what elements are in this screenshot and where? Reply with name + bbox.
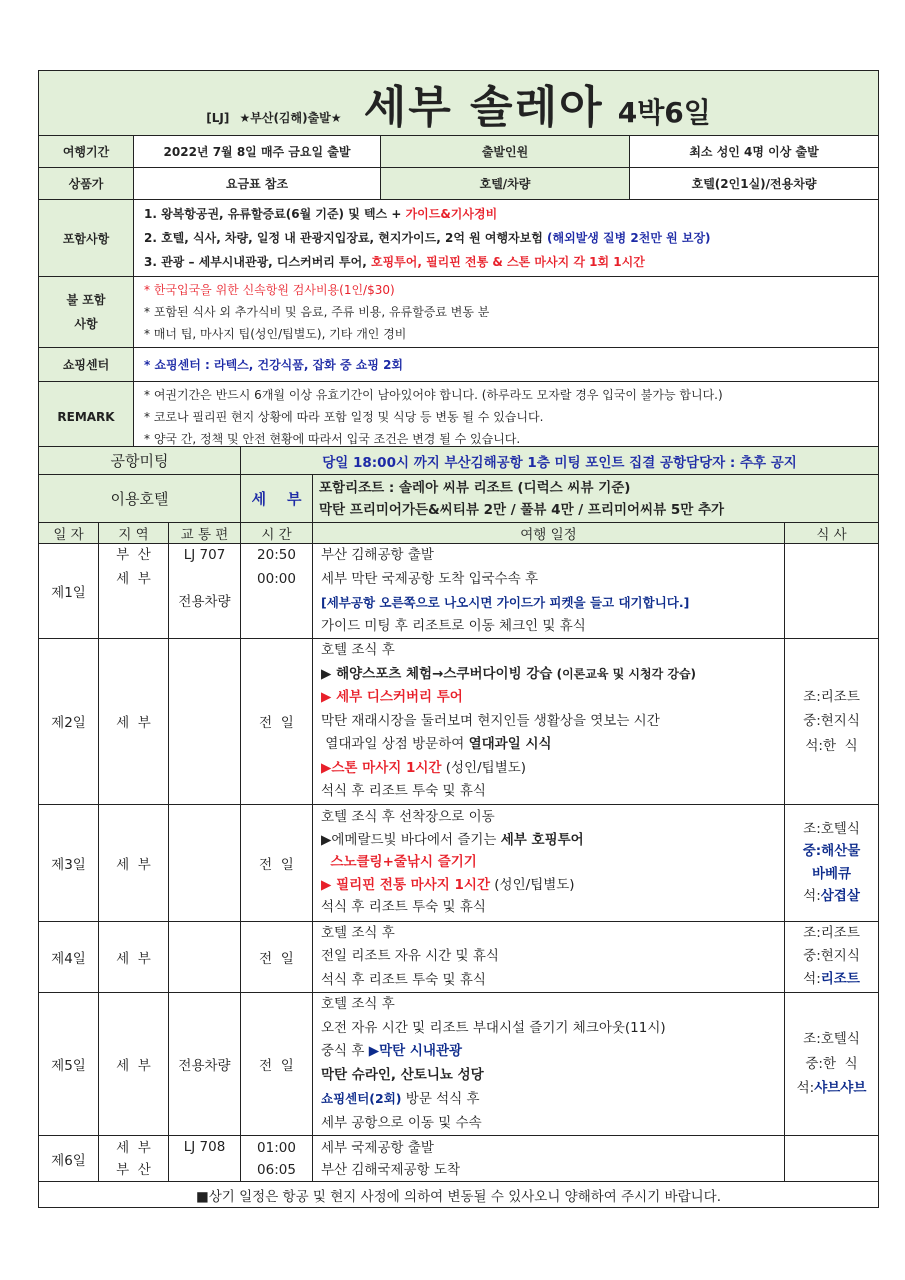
price-label: 상품가 (39, 168, 134, 200)
product-title (39, 71, 879, 136)
airline-code: [LJ] (206, 111, 230, 125)
excluded-item: * 매너 팁, 마사지 팁(성인/팁별도), 기타 개인 경비 (144, 327, 407, 341)
included-item: 1. 왕복항공권, 유류할증료(6월 기준) 및 텍스 + 가이드&기사경비 (144, 207, 498, 221)
included-list (134, 200, 879, 277)
day-label: 제4일 (39, 921, 99, 993)
itinerary-row-day1 (39, 544, 879, 639)
period-label: 여행기간 (39, 136, 134, 168)
remark-item: * 코로나 필리핀 현지 상황에 따라 포함 일정 및 식당 등 변동 될 수 있습니다. (144, 410, 544, 424)
region-cell: 세 부 (99, 639, 169, 805)
hotel-car-label: 호텔/차량 (381, 168, 630, 200)
meal-cell: 조:호텔식 중:해산물 바베큐 석:삼겹살 (785, 804, 879, 921)
time-cell: 전 일 (241, 639, 313, 805)
meal-cell: 조:호텔식 중:한 식 석:샤브샤브 (785, 993, 879, 1136)
period-value: 2022년 7월 8일 매주 금요일 출발 (134, 136, 381, 168)
remark-list (134, 382, 879, 453)
time-cell: 01:00 06:05 (241, 1136, 313, 1182)
remark-item: * 여권기간은 반드시 6개월 이상 유효기간이 남아있어야 합니다. (하루라도 모자랄 경우 입국이 불가능 합니다.) (144, 388, 723, 402)
itinerary-row-day4 (39, 921, 879, 993)
remark-label: REMARK (39, 382, 134, 453)
excluded-item: * 한국입국을 위한 신속항원 검사비용(1인/$30) (144, 283, 395, 297)
transport-cell: 전용차량 (169, 993, 241, 1136)
time-cell: 20:50 00:00 (241, 544, 313, 639)
duration-title: 4박6일 (617, 96, 711, 129)
itinerary-cell: 세부 국제공항 출발 부산 김해국제공항 도착 (313, 1136, 785, 1182)
hotel-car-value: 호텔(2인1실)/전용차량 (630, 168, 879, 200)
region-cell: 세 부 (99, 993, 169, 1136)
transport-cell: LJ 708 (169, 1136, 241, 1182)
time-cell: 전 일 (241, 804, 313, 921)
header-day: 일 자 (39, 523, 99, 544)
destination-title: 세부 솔레아 (363, 82, 604, 133)
product-info-table (38, 70, 879, 453)
header-region: 지 역 (99, 523, 169, 544)
hotel-details (313, 475, 879, 523)
itinerary-row-day3 (39, 804, 879, 921)
transport-cell (169, 921, 241, 993)
transport-cell: LJ 707 전용차량 (169, 544, 241, 639)
people-value: 최소 성인 4명 이상 출발 (630, 136, 879, 168)
itinerary-cell: 호텔 조식 후 ▶ 해양스포츠 체험→스쿠버다이빙 강습 (이론교육 및 시청각 강습) ▶ 세부 디스커버리 투어 막탄 재래시장을 둘러보며 현지인들 생활상을 엿보는 시간 열대과일 상점 방문하여 열대과일 시식 ▶스톤 마사지 1시간 (성인/팁별도) 석식 후 리조트 투숙 및 휴식 (313, 639, 785, 805)
transport-cell (169, 804, 241, 921)
itinerary-cell: 부산 김해공항 출발 세부 막탄 국제공항 도착 입국수속 후 [세부공항 오른쪽으로 나오시면 가이드가 피켓을 들고 대기합니다.] 가이드 미팅 후 리조트로 이동 체크인 및 휴식 (313, 544, 785, 639)
region-cell: 세 부 (99, 921, 169, 993)
hotel-label: 이용호텔 (39, 475, 241, 523)
meeting-value: 당일 18:00시 까지 부산김해공항 1층 미팅 포인트 집결 공항담당자 : 추후 공지 (241, 447, 879, 475)
day-label: 제3일 (39, 804, 99, 921)
time-cell: 전 일 (241, 993, 313, 1136)
day-label: 제2일 (39, 639, 99, 805)
time-cell: 전 일 (241, 921, 313, 993)
hotel-city: 세 부 (241, 475, 313, 523)
itinerary-row-day6 (39, 1136, 879, 1182)
schedule-footnote: ■상기 일정은 항공 및 현지 사정에 의하여 변동될 수 있사오니 양해하여 주시기 바랍니다. (39, 1182, 879, 1208)
itinerary-cell: 호텔 조식 후 오전 자유 시간 및 리조트 부대시설 즐기기 체크아웃(11시) 중식 후 ▶막탄 시내관광 막탄 슈라인, 산토니뇨 성당 쇼핑센터(2회) 방문 석식 후 세부 공항으로 이동 및 수속 (313, 993, 785, 1136)
header-meals: 식 사 (785, 523, 879, 544)
excluded-label: 불 포함 사항 (39, 277, 134, 348)
day-label: 제1일 (39, 544, 99, 639)
day-label: 제5일 (39, 993, 99, 1136)
included-item: 3. 관광 – 세부시내관광, 디스커버리 투어, 호핑투어, 필리핀 전통 & 스톤 마사지 각 1회 1시간 (144, 255, 645, 269)
excluded-list (134, 277, 879, 348)
day-label: 제6일 (39, 1136, 99, 1182)
people-label: 출발인원 (381, 136, 630, 168)
meal-cell (785, 1136, 879, 1182)
header-itinerary: 여행 일정 (313, 523, 785, 544)
included-label: 포함사항 (39, 200, 134, 277)
hotel-detail-line: 막탄 프리미어가든&씨티뷰 2만 / 풀뷰 4만 / 프리미어씨뷰 5만 추가 (319, 501, 725, 518)
price-value: 요금표 참조 (134, 168, 381, 200)
remark-item: * 양국 간, 정책 및 안전 현황에 따라서 입국 조건은 변경 될 수 있습니다. (144, 432, 521, 446)
meal-cell: 조:리조트 중:현지식 석:한 식 (785, 639, 879, 805)
transport-cell (169, 639, 241, 805)
region-cell: 세 부 부 산 (99, 1136, 169, 1182)
included-item: 2. 호텔, 식사, 차량, 일정 내 관광지입장료, 현지가이드, 2억 원 여행자보험 (해외발생 질병 2천만 원 보장) (144, 231, 711, 245)
header-transport: 교 통 편 (169, 523, 241, 544)
shopping-label: 쇼핑센터 (39, 348, 134, 382)
meal-cell (785, 544, 879, 639)
shopping-value: * 쇼핑센터 : 라텍스, 건강식품, 잡화 중 쇼핑 2회 (134, 348, 879, 382)
itinerary-cell: 호텔 조식 후 선착장으로 이동 ▶에메랄드빛 바다에서 즐기는 세부 호핑투어 스노클링+줄낚시 즐기기 ▶ 필리핀 전통 마사지 1시간 (성인/팁별도) 석식 후 리조트 투숙 및 휴식 (313, 804, 785, 921)
departure-title: ★부산(김해)출발★ (239, 111, 342, 125)
itinerary-row-day5 (39, 993, 879, 1136)
itinerary-row-day2 (39, 639, 879, 805)
region-cell: 세 부 (99, 804, 169, 921)
excluded-item: * 포함된 식사 외 추가식비 및 음료, 주류 비용, 유류할증료 변동 분 (144, 305, 490, 319)
meeting-label: 공항미팅 (39, 447, 241, 475)
region-cell: 부 산 세 부 (99, 544, 169, 639)
hotel-detail-line: 포함리조트 : 솔레아 씨뷰 리조트 (디럭스 씨뷰 기준) (319, 479, 631, 496)
header-time: 시 간 (241, 523, 313, 544)
itinerary-table (38, 446, 879, 1208)
itinerary-cell: 호텔 조식 후 전일 리조트 자유 시간 및 휴식 석식 후 리조트 투숙 및 휴식 (313, 921, 785, 993)
meal-cell: 조:리조트 중:현지식 석:리조트 (785, 921, 879, 993)
